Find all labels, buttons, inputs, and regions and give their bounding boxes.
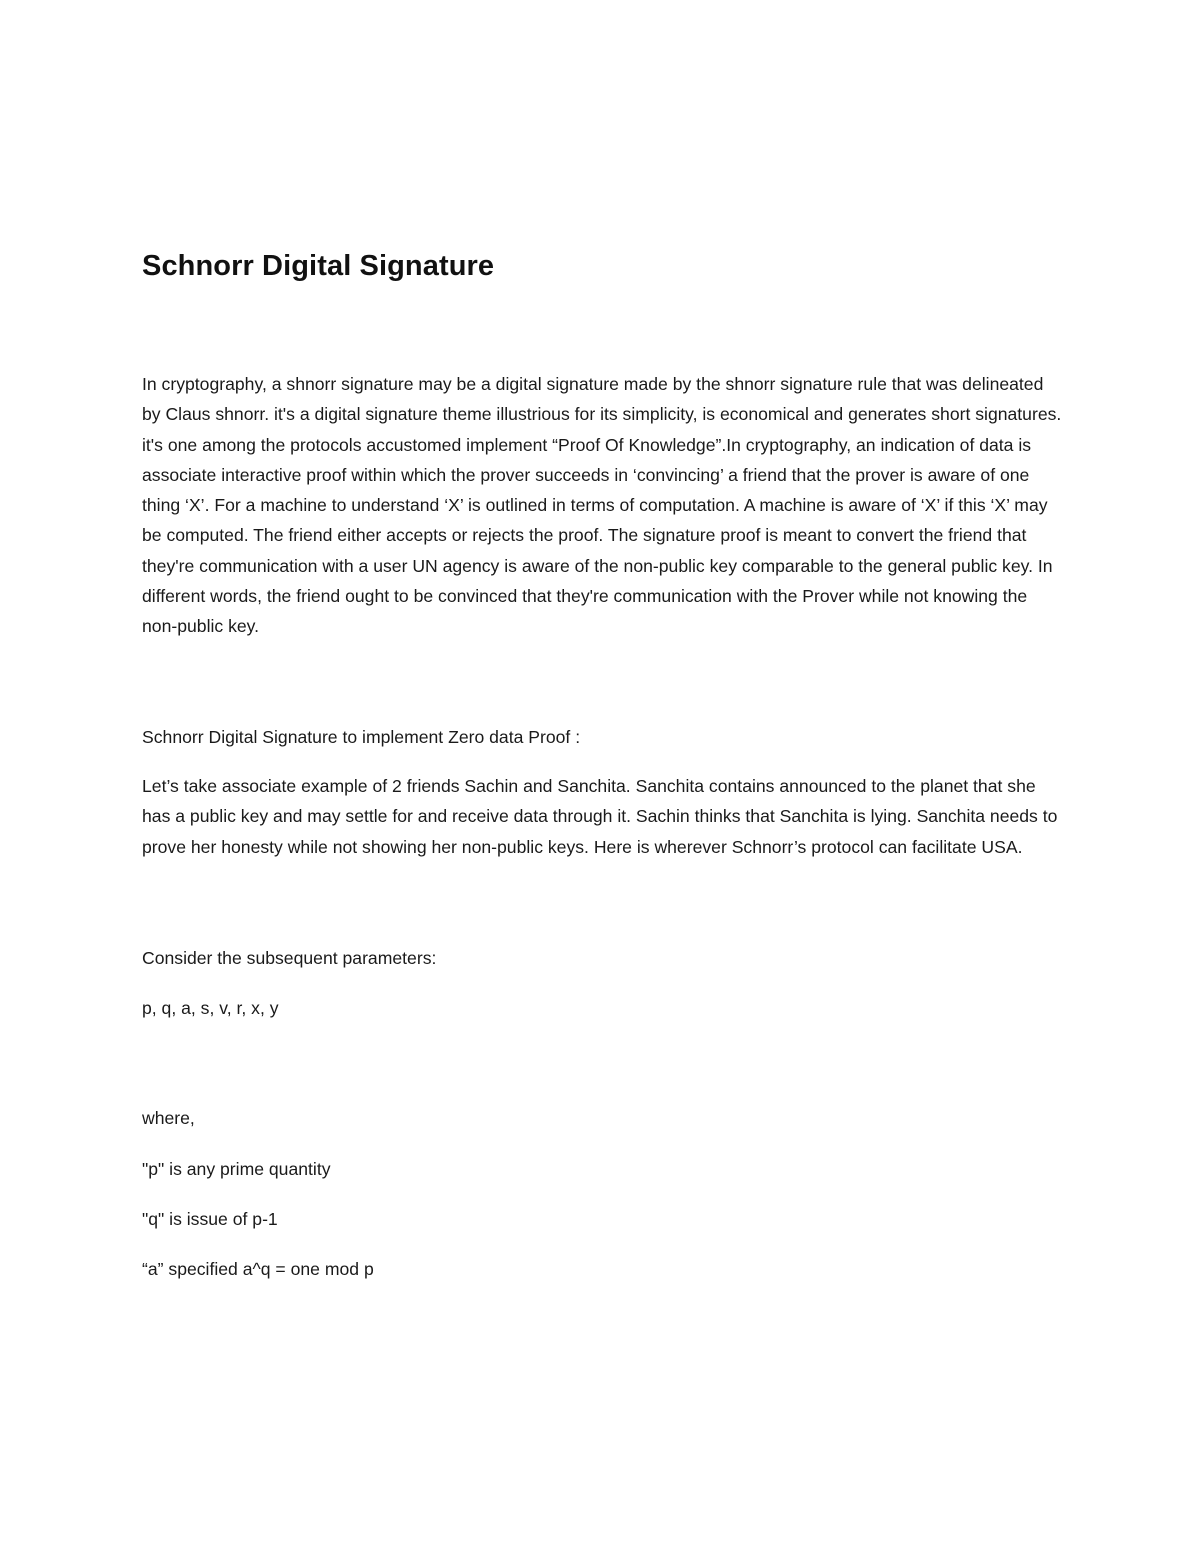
definition-q: "q" is issue of p-1 <box>142 1209 278 1230</box>
definition-p: "p" is any prime quantity <box>142 1158 331 1179</box>
document-title: Schnorr Digital Signature <box>142 250 495 282</box>
section-heading: Schnorr Digital Signature to implement Zero data Proof : <box>142 726 581 747</box>
document-body <box>142 248 1062 1285</box>
consider-line: Consider the subsequent parameters: <box>142 947 437 968</box>
parameters-line: p, q, a, s, v, r, x, y <box>142 998 279 1019</box>
example-paragraph: Let’s take associate example of 2 friends Sachin and Sanchita. Sanchita contains announced to the planet that she has a public key and may settle for and receive data through it. Sachin thinks that Sanchita is lying. Sanchita needs to prove her honesty while not showing her non-public keys. Here is wherever Schnorr’s protocol can facilitate USA. <box>142 775 1058 857</box>
intro-paragraph: In cryptography, a shnorr signature may be a digital signature made by the shnorr signature rule that was delineated by Claus shnorr. it's a digital signature theme illustrious for its simplicity, is economical and generates short signatures. it's one among the protocols accustomed implement “Proof Of Knowledge”.In cryptography, an indication of data is associate interactive proof within which the prover succeeds in ‘convincing’ a friend that the prover is aware of one thing ‘X’. For a machine to understand ‘X’ is outlined in terms of computation. A machine is aware of ‘X’ if this ‘X’ may be computed. The friend either accepts or rejects the proof. The signature proof is meant to convert the friend that they're communication with a user UN agency is aware of the non-public key comparable to the general public key. In different words, the friend ought to be convinced that they're communication with the Prover while not knowing the non-public key. <box>142 374 1062 637</box>
definition-a: “a” specified a^q = one mod p <box>142 1259 374 1280</box>
where-line: where, <box>142 1108 195 1129</box>
